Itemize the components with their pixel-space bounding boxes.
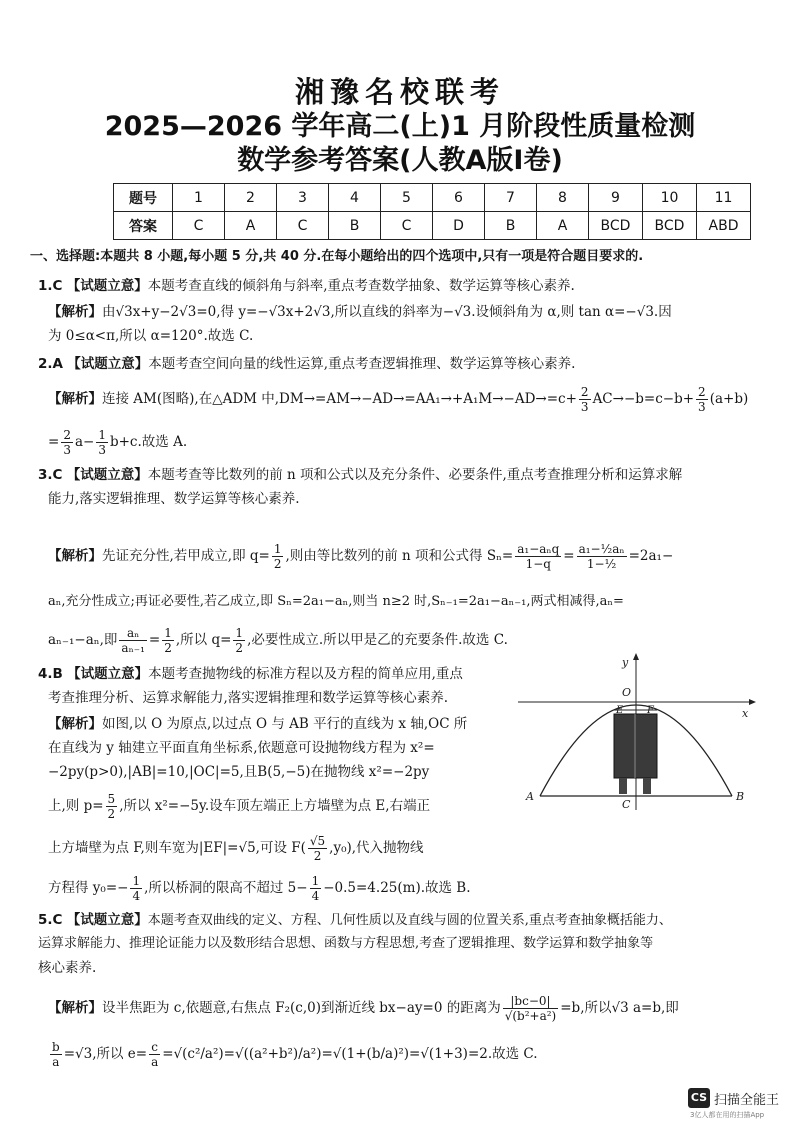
answer-key-title: 数学参考答案(人教A版Ⅰ卷) bbox=[237, 145, 563, 176]
q4-solution-text-5b: ,y₀),代入抛物线 bbox=[329, 840, 424, 856]
q4-fraction bbox=[308, 834, 327, 863]
q2-intent-tag: 【试题立意】 bbox=[67, 356, 149, 372]
q2-solution-line-1 bbox=[48, 385, 748, 414]
q3-fraction bbox=[272, 542, 284, 571]
q3-fraction-numerator: 1 bbox=[235, 626, 244, 640]
question-number-cell: 6 bbox=[433, 184, 485, 212]
q2-fraction-denominator: 3 bbox=[63, 443, 71, 457]
q2-fraction-numerator: 1 bbox=[98, 428, 106, 442]
q4-fraction-numerator: 1 bbox=[132, 874, 141, 888]
q4-intent-tag: 【试题立意】 bbox=[67, 666, 149, 682]
q2-fraction-denominator: 3 bbox=[580, 400, 589, 414]
row-label-question-number: 题号 bbox=[114, 184, 173, 212]
y-axis-arrow-icon bbox=[633, 653, 639, 660]
q4-fraction bbox=[106, 792, 118, 821]
q4-intent-line-2: 考查推理分析、运算求解能力,落实逻辑推理和数学运算等核心素养. bbox=[48, 690, 449, 706]
answer-cell: BCD bbox=[589, 212, 643, 240]
q4-number: 4.B bbox=[38, 666, 63, 682]
q2-fraction bbox=[96, 428, 108, 457]
question-number-cell: 4 bbox=[329, 184, 381, 212]
q3-intent-line-2: 能力,落实逻辑推理、数学运算等核心素养. bbox=[48, 491, 300, 507]
q2-solution-line-2 bbox=[48, 428, 187, 457]
q3-solution-line-1 bbox=[48, 542, 673, 571]
q3-solution-text-1c: = bbox=[563, 548, 575, 564]
q2-jiexi-tag: 【解析】 bbox=[48, 391, 102, 407]
q3-fraction-numerator: a₁−aₙq bbox=[517, 542, 560, 556]
q4-solution-text-5a: 上方墙壁为点 F,则车宽为|EF|=√5,可设 F( bbox=[48, 840, 306, 856]
q1-number: 1.C bbox=[38, 278, 63, 294]
q1-intent-tag: 【试题立意】 bbox=[66, 278, 148, 294]
q4-fraction-denominator: 2 bbox=[107, 807, 116, 821]
q4-fraction-denominator: 4 bbox=[311, 889, 320, 903]
q3-number: 3.C bbox=[38, 467, 63, 483]
q5-fraction bbox=[50, 1040, 62, 1069]
q3-solution-line-2: aₙ,充分性成立;再证必要性,若乙成立,即 Sₙ=2a₁−aₙ,则当 n≥2 时,Sₙ₋₁=2a₁−aₙ₋₁,两式相减得,aₙ= bbox=[48, 594, 624, 609]
q2-solution-text-2c: b+c.故选 A. bbox=[109, 434, 188, 450]
q4-solution-text-6a: 方程得 y₀=− bbox=[48, 880, 129, 896]
q4-parabola-figure bbox=[518, 650, 758, 820]
q4-intent-line bbox=[38, 664, 463, 684]
fig-label-o: O bbox=[622, 686, 632, 699]
answer-cell: B bbox=[485, 212, 537, 240]
q5-solution-text-1b: =b,所以√3 a=b,即 bbox=[560, 1000, 679, 1016]
answer-cell: B bbox=[329, 212, 381, 240]
answer-cell: C bbox=[381, 212, 433, 240]
q4-fraction-denominator: 4 bbox=[132, 889, 141, 903]
q4-solution-text-4b: ,所以 x²=−5y.设车顶左端正上方墙壁为点 E,右端正 bbox=[119, 798, 431, 814]
q2-solution-text-1c: (a+b) bbox=[709, 391, 749, 407]
answer-cell: C bbox=[173, 212, 225, 240]
q3-fraction-numerator: aₙ bbox=[119, 626, 147, 641]
q2-solution-text-2b: a− bbox=[74, 434, 95, 450]
q4-jiexi-tag: 【解析】 bbox=[48, 716, 102, 732]
q3-fraction bbox=[233, 626, 245, 655]
camscanner-logo-icon: CS bbox=[688, 1088, 710, 1108]
scanner-watermark bbox=[688, 1088, 788, 1124]
q4-solution-line-4 bbox=[48, 792, 430, 821]
q5-fraction bbox=[503, 994, 559, 1023]
q1-intent-line bbox=[38, 276, 575, 296]
q4-fraction bbox=[310, 874, 322, 903]
q2-solution-text-2a: = bbox=[48, 434, 60, 450]
q2-solution-text-1a: 连接 AM(图略),在△ADM 中,DM→=AM→−AD→=AA₁→+A₁M→−AD→=c+ bbox=[102, 391, 577, 407]
q5-fraction-denominator: a bbox=[52, 1055, 60, 1069]
q5-fraction-numerator: |bc−0| bbox=[503, 994, 559, 1009]
question-number-cell: 10 bbox=[643, 184, 697, 212]
q3-solution-text-1b: ,则由等比数列的前 n 项和公式得 Sₙ= bbox=[285, 548, 514, 564]
q4-solution-line-6 bbox=[48, 874, 471, 903]
q2-intent-text: 本题考查空间向量的线性运算,重点考查逻辑推理、数学运算等核心素养. bbox=[148, 356, 576, 372]
question-number-cell: 5 bbox=[381, 184, 433, 212]
q5-fraction bbox=[149, 1040, 160, 1069]
question-number-cell: 7 bbox=[485, 184, 537, 212]
q5-jiexi-tag: 【解析】 bbox=[48, 1000, 102, 1016]
q5-intent-tag: 【试题立意】 bbox=[66, 912, 148, 928]
answer-table bbox=[113, 183, 751, 240]
q1-intent-text: 本题考查直线的倾斜角与斜率,重点考查数学抽象、数学运算等核心素养. bbox=[147, 278, 575, 294]
fig-label-e: E bbox=[616, 705, 624, 716]
q2-fraction-numerator: 2 bbox=[63, 428, 71, 442]
q5-solution-text-2b: =√(c²/a²)=√((a²+b²)/a²)=√(1+(b/a)²)=√(1+3)=2.故选 C. bbox=[162, 1046, 538, 1062]
fig-label-a: A bbox=[526, 790, 534, 803]
question-number-cell: 2 bbox=[225, 184, 277, 212]
fig-label-x: x bbox=[742, 707, 749, 720]
answer-cell: D bbox=[433, 212, 485, 240]
q3-solution-text-3a: aₙ₋₁−aₙ,即 bbox=[48, 632, 118, 648]
q4-fraction-denominator: 2 bbox=[313, 849, 322, 863]
q5-intent-line-2: 运算求解能力、推理论证能力以及数形结合思想、函数与方程思想,考查了逻辑推理、数学运算和数学抽象等 bbox=[38, 936, 654, 951]
q2-intent-line bbox=[38, 354, 575, 374]
answer-cell: ABD bbox=[697, 212, 751, 240]
q5-solution-text-1a: 设半焦距为 c,依题意,右焦点 F₂(c,0)到渐近线 bx−ay=0 的距离为 bbox=[102, 1000, 501, 1016]
q4-fraction-numerator: 5 bbox=[107, 792, 116, 806]
q3-fraction-numerator: a₁−½aₙ bbox=[578, 542, 625, 556]
row-label-answer: 答案 bbox=[114, 212, 173, 240]
answer-cell: A bbox=[225, 212, 277, 240]
q4-solution-text-4a: 上,则 p= bbox=[48, 798, 104, 814]
watermark-app-name: 扫描全能王 bbox=[714, 1093, 780, 1108]
q3-solution-line-3 bbox=[48, 626, 508, 655]
q3-fraction-denominator: 2 bbox=[164, 641, 172, 655]
q3-intent-tag: 【试题立意】 bbox=[66, 467, 148, 483]
q4-solution-line-5 bbox=[48, 834, 424, 863]
answer-cell: A bbox=[537, 212, 589, 240]
q5-intent-line-3: 核心素养. bbox=[38, 960, 97, 976]
q3-solution-text-3b: = bbox=[148, 632, 161, 648]
q5-fraction-numerator: c bbox=[149, 1040, 160, 1055]
fig-label-y: y bbox=[622, 656, 629, 669]
q3-fraction-denominator: 2 bbox=[235, 641, 244, 655]
q4-fraction-numerator: 1 bbox=[311, 874, 320, 888]
q3-solution-text-3d: ,必要性成立.所以甲是乙的充要条件.故选 C. bbox=[247, 632, 508, 648]
q5-solution-line-2 bbox=[48, 1040, 538, 1069]
q2-fraction-numerator: 2 bbox=[580, 385, 589, 399]
fig-label-c: C bbox=[622, 798, 631, 811]
q2-solution-text-1b: AC→−b=c−b+ bbox=[592, 391, 695, 407]
answer-cell: C bbox=[277, 212, 329, 240]
q4-solution-line-2: 在直线为 y 轴建立平面直角坐标系,依题意可设抛物线方程为 x²= bbox=[48, 740, 435, 756]
q2-fraction-denominator: 3 bbox=[698, 400, 706, 414]
q3-intent-text: 本题考查等比数列的前 n 项和公式以及充分条件、必要条件,重点考查推理分析和运算求解 bbox=[147, 467, 683, 483]
q3-solution-text-3c: ,所以 q= bbox=[175, 632, 232, 648]
q1-solution-text-1: 由√3x+y−2√3=0,得 y=−√3x+2√3,所以直线的斜率为−√3.设倾斜角为 α,则 tan α=−√3.因 bbox=[102, 304, 672, 320]
truck-wheel-right bbox=[643, 778, 651, 794]
fig-label-b: B bbox=[736, 790, 745, 803]
q3-fraction bbox=[119, 626, 147, 655]
q3-solution-text-1d: =2a₁− bbox=[628, 548, 674, 564]
x-axis-arrow-icon bbox=[749, 699, 756, 705]
q5-fraction-numerator: b bbox=[52, 1040, 60, 1054]
q4-solution-text-1: 如图,以 O 为原点,以过点 O 与 AB 平行的直线为 x 轴,OC 所 bbox=[102, 716, 468, 732]
q2-fraction bbox=[696, 385, 708, 414]
q3-fraction bbox=[162, 626, 174, 655]
q5-intent-text: 本题考查双曲线的定义、方程、几何性质以及直线与圆的位置关系,重点考查抽象概括能力、 bbox=[147, 913, 672, 928]
q4-intent-text: 本题考查抛物线的标准方程以及方程的简单应用,重点 bbox=[148, 666, 463, 682]
q3-fraction bbox=[577, 542, 627, 571]
question-number-cell: 11 bbox=[697, 184, 751, 212]
question-number-cell: 8 bbox=[537, 184, 589, 212]
exam-title: 2025—2026 学年高二(上)1 月阶段性质量检测 bbox=[104, 111, 696, 142]
q5-solution-text-2a: =√3,所以 e= bbox=[63, 1046, 148, 1062]
q1-solution-line-1 bbox=[48, 302, 672, 322]
q2-fraction-numerator: 2 bbox=[698, 385, 706, 399]
q4-solution-text-6c: −0.5=4.25(m).故选 B. bbox=[323, 880, 471, 896]
q3-fraction-numerator: 1 bbox=[273, 542, 282, 556]
q1-jiexi-tag: 【解析】 bbox=[48, 304, 102, 320]
q4-fraction-numerator: √5 bbox=[309, 834, 326, 848]
section-heading-choice: 一、选择题:本题共 8 小题,每小题 5 分,共 40 分.在每小题给出的四个选项中,只有一项是符合题目要求的. bbox=[30, 249, 644, 264]
q3-fraction-denominator: 1−q bbox=[525, 557, 551, 571]
q3-fraction-denominator: 2 bbox=[273, 557, 282, 571]
q5-number: 5.C bbox=[38, 912, 63, 928]
fig-label-f: F bbox=[647, 705, 654, 716]
answer-table-number-row bbox=[114, 184, 751, 212]
q4-fraction bbox=[130, 874, 142, 903]
q3-intent-line bbox=[38, 465, 682, 485]
q2-fraction bbox=[61, 428, 73, 457]
q4-solution-text-6b: ,所以桥洞的限高不超过 5− bbox=[144, 880, 308, 896]
q2-fraction bbox=[579, 385, 591, 414]
watermark-tagline: 3亿人都在用的扫描App bbox=[690, 1111, 765, 1119]
q3-fraction bbox=[515, 542, 561, 571]
q5-fraction-denominator: √(b²+a²) bbox=[504, 1009, 557, 1023]
exam-org-title: 湘豫名校联考 bbox=[294, 75, 505, 109]
question-number-cell: 9 bbox=[589, 184, 643, 212]
q3-solution-text-1a: 先证充分性,若甲成立,即 q= bbox=[102, 548, 270, 564]
q3-fraction-numerator: 1 bbox=[164, 626, 172, 640]
q2-fraction-denominator: 3 bbox=[98, 443, 106, 457]
question-number-cell: 1 bbox=[173, 184, 225, 212]
question-number-cell: 3 bbox=[277, 184, 329, 212]
q3-fraction-denominator: aₙ₋₁ bbox=[121, 641, 145, 655]
truck-wheel-left bbox=[619, 778, 627, 794]
q5-intent-line bbox=[38, 910, 672, 931]
q4-solution-line-1 bbox=[48, 714, 467, 734]
answer-cell: BCD bbox=[643, 212, 697, 240]
q5-solution-line-1 bbox=[48, 994, 679, 1023]
q3-fraction-denominator: 1−½ bbox=[586, 557, 617, 571]
q2-number: 2.A bbox=[38, 356, 63, 372]
q5-fraction-denominator: a bbox=[151, 1055, 159, 1069]
q1-solution-line-2: 为 0≤α<π,所以 α=120°.故选 C. bbox=[48, 328, 254, 344]
answer-table-answer-row bbox=[114, 212, 751, 240]
q3-jiexi-tag: 【解析】 bbox=[48, 548, 102, 564]
q4-solution-line-3: −2py(p>0),|AB|=10,|OC|=5,且B(5,−5)在抛物线 x²=−2py bbox=[48, 764, 430, 780]
